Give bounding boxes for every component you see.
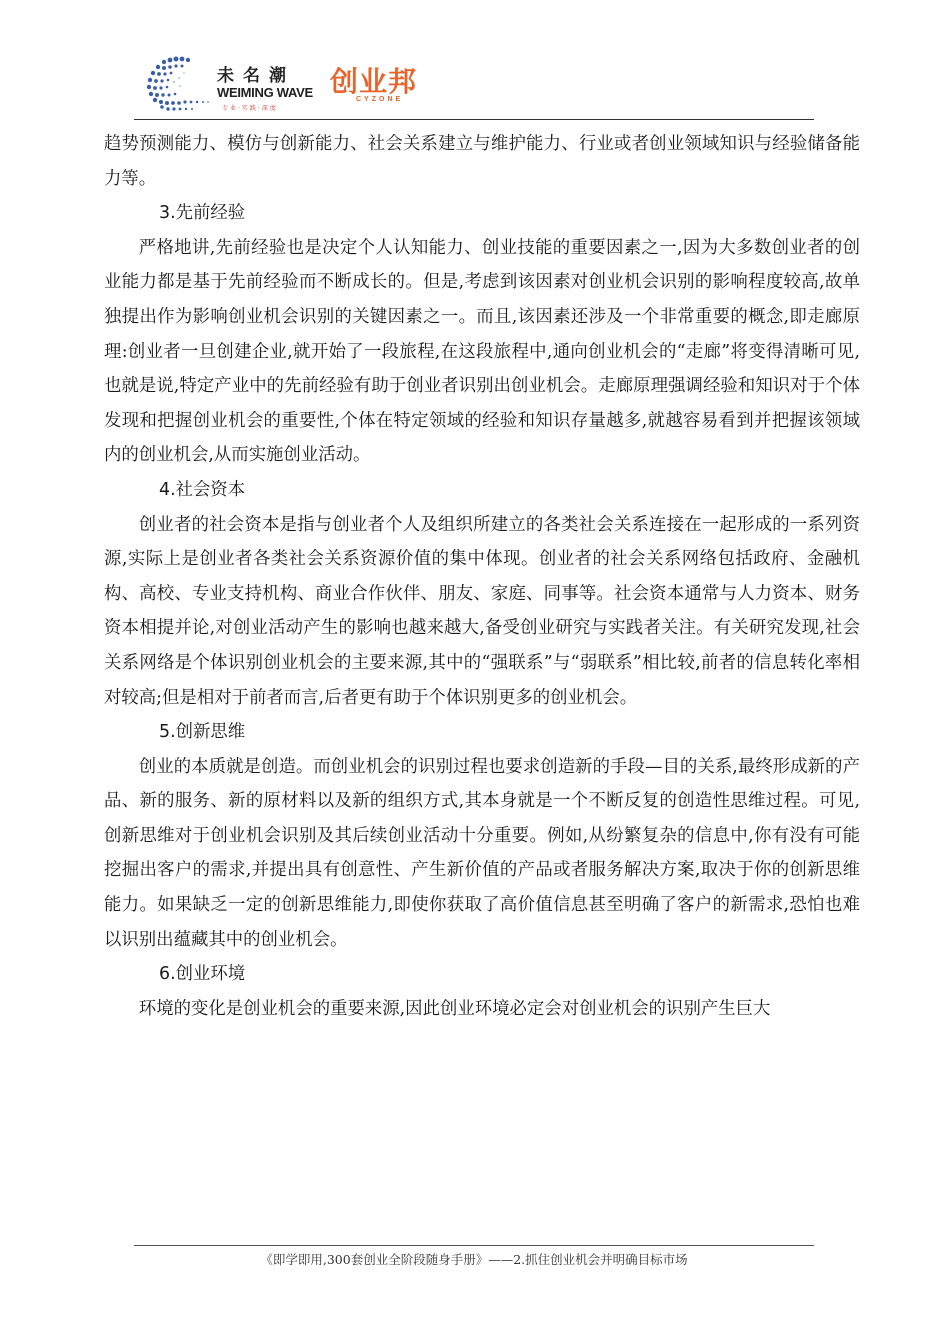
- paragraph-innovative-thinking: 创业的本质就是创造。而创业机会的识别过程也要求创造新的手段—目的关系,最终形成新的产品、新的服务、新的原材料以及新的组织方式,其本身就是一个不断反复的创造性思维过程。可见,创新思维对于创业机会识别及其后续创业活动十分重要。例如,从纷繁复杂的信息中,你有没有可能挖掘出客户的需求,并提出具有创意性、产生新价值的产品或者服务解决方案,取决于你的创新思维能力。如果缺乏一定的创新思维能力,即使你获取了高价值信息甚至明确了客户的新需求,恐怕也难以识别出蕴藏其中的创业机会。: [104, 756, 860, 950]
- paragraph-social-capital: 创业者的社会资本是指与创业者个人及组织所建立的各类社会关系连接在一起形成的一系列资源,实际上是创业者各类社会关系资源价值的集中体现。创业者的社会关系网络包括政府、金融机构、高校、专业支持机构、商业合作伙伴、朋友、家庭、同事等。社会资本通常与人力资本、财务资本相提并论,对创业活动产生的影响也越来越大,备受创业研究与实践者关注。有关研究发现,社会关系网络是个体识别创业机会的主要来源,其中的“强联系”与“弱联系”相比较,前者的信息转化率相对较高;但是相对于前者而言,后者更有助于个体识别更多的创业机会。: [104, 514, 860, 708]
- header-divider: [134, 119, 814, 120]
- cyzone-brand: 创业邦: [330, 65, 418, 98]
- page-header: [134, 52, 814, 122]
- paragraph-entrepreneurial-environment: 环境的变化是创业机会的重要来源,因此创业环境必定会对创业机会的识别产生巨大: [138, 998, 771, 1019]
- cyzone-brand-sub: CYZONE: [356, 96, 404, 103]
- section-heading-entrepreneurial-environment: 6.创业环境: [159, 964, 246, 985]
- section-heading-prior-experience: 3.先前经验: [159, 203, 246, 224]
- logo-slogan: 专业·实践·深度: [222, 105, 278, 112]
- section-heading-innovative-thinking: 5.创新思维: [159, 722, 246, 743]
- paragraph-continued: 趋势预测能力、模仿与创新能力、社会关系建立与维护能力、行业或者创业领域知识与经验储备能力等。: [104, 134, 860, 189]
- page-footer: 《即学即用,300套创业全阶段随身手册》——2.抓住创业机会并明确目标市场: [260, 1252, 688, 1267]
- footer-divider: [134, 1245, 814, 1246]
- document-body: [104, 127, 860, 1026]
- logo-english-name: WEIMING WAVE: [217, 85, 313, 100]
- weiming-wave-logo-icon: [134, 52, 212, 112]
- logo-chinese-name: 未名潮: [217, 66, 295, 86]
- section-heading-social-capital: 4.社会资本: [159, 479, 246, 500]
- paragraph-prior-experience: 严格地讲,先前经验也是决定个人认知能力、创业技能的重要因素之一,因为大多数创业者的创业能力都是基于先前经验而不断成长的。但是,考虑到该因素对创业机会识别的影响程度较高,故单独提出作为影响创业机会识别的关键因素之一。而且,该因素还涉及一个非常重要的概念,即走廊原理:创业者一旦创建企业,就开始了一段旅程,在这段旅程中,通向创业机会的“走廊”将变得清晰可见,也就是说,特定产业中的先前经验有助于创业者识别出创业机会。走廊原理强调经验和知识对于个体发现和把握创业机会的重要性,个体在特定领域的经验和知识存量越多,就越容易看到并把握该领域内的创业机会,从而实施创业活动。: [104, 237, 860, 466]
